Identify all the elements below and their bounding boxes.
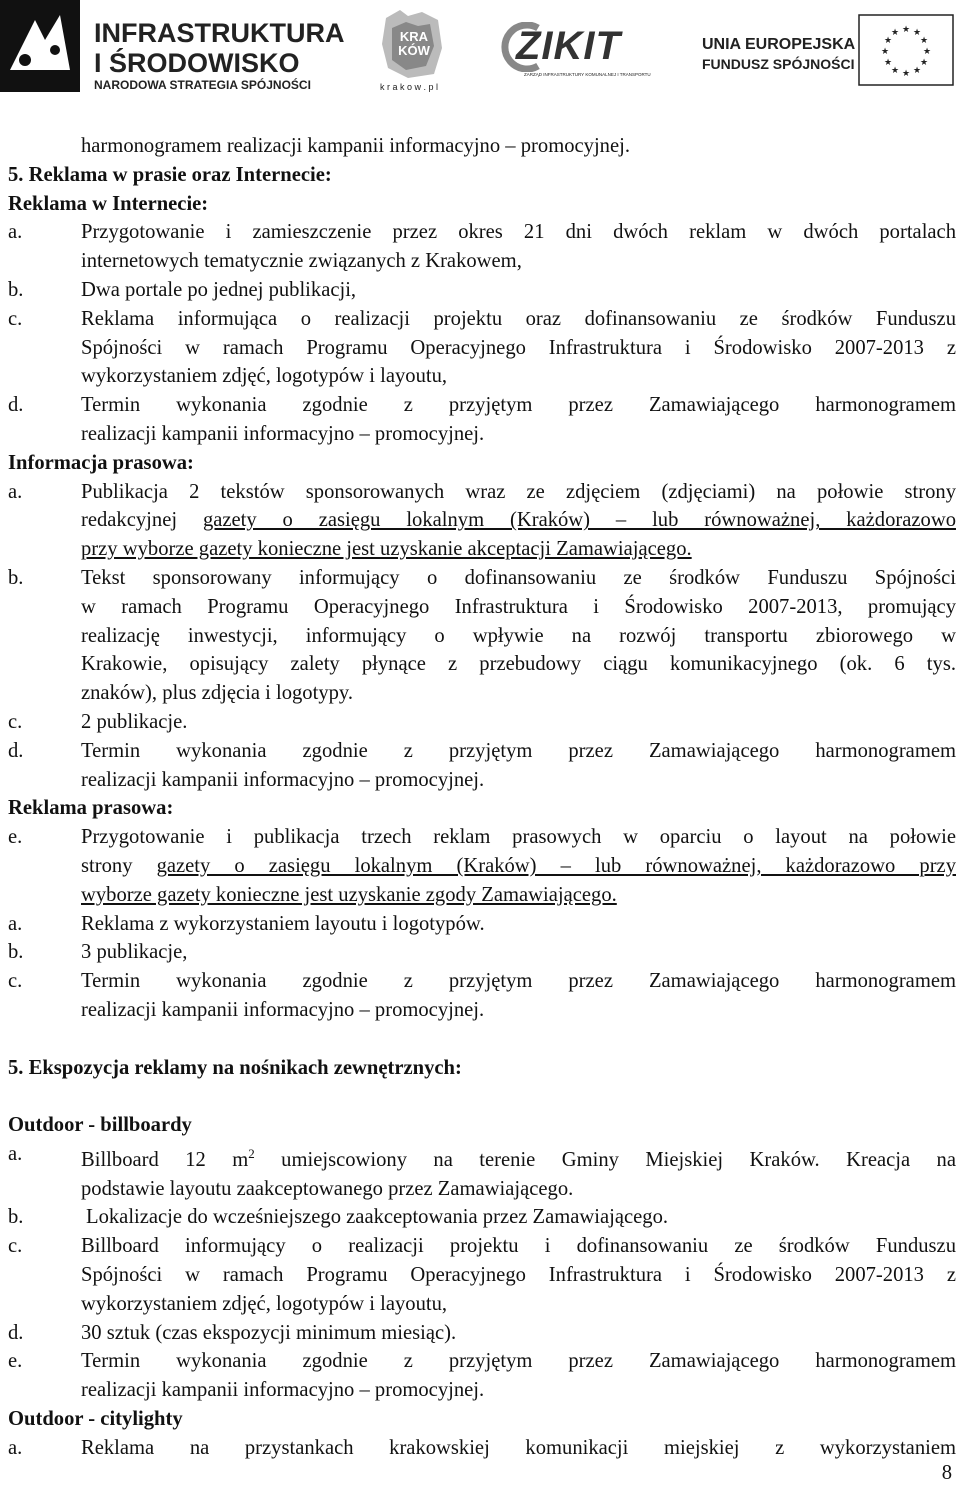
subsection-heading: Outdoor - billboardy <box>8 1114 192 1137</box>
section-heading: 5. Ekspozycja reklamy na nośnikach zewnętrznych: <box>8 1056 462 1079</box>
text-line <box>8 506 956 535</box>
svg-text:★: ★ <box>901 69 911 79</box>
item-text: Reklama na przystankach krakowskiej komunikacji miejskiej z wykorzystaniem <box>81 1436 956 1459</box>
item-text: Termin wykonania zgodnie z przyjętym przez Zamawiającego harmonogramem <box>81 1350 956 1373</box>
ministry-line2: I ŚRODOWISKO <box>94 48 300 78</box>
zikit-text: ZIKIT <box>516 24 621 68</box>
text-line: realizacji kampanii informacyjno – promocyjnej. <box>81 1379 485 1402</box>
list-item <box>8 478 956 507</box>
header-logos <box>0 0 960 102</box>
text-line <box>8 852 956 881</box>
text-line <box>8 535 956 564</box>
item-label: c. <box>8 970 23 993</box>
underlined-text: gazety o zasięgu lokalnym (Kraków) – lub równoważnej, każdorazowo przy <box>156 854 956 877</box>
list-item <box>8 737 956 766</box>
list-item <box>8 218 956 247</box>
text-line: harmonogramem realizacji kampanii informacyjno – promocyjnej. <box>81 135 630 157</box>
item-text: Billboard informujący o realizacji projektu i dofinansowaniu ze środków Funduszu <box>81 1235 956 1258</box>
text-line: Spójności w ramach Programu Operacyjnego Infrastruktura i Środowisko 2007-2013 z <box>81 1263 956 1286</box>
svg-text:★: ★ <box>912 28 922 38</box>
svg-text:★: ★ <box>919 36 929 46</box>
list-item <box>8 1319 956 1348</box>
subsection-heading: Reklama w Internecie: <box>8 192 209 215</box>
item-text: 30 sztuk (czas ekspozycji minimum miesiąc). <box>81 1321 457 1344</box>
text-line: realizacji kampanii informacyjno – promocyjnej. <box>81 422 485 445</box>
eu-line1: UNIA EUROPEJSKA <box>702 36 856 53</box>
list-item <box>8 967 956 996</box>
svg-text:★: ★ <box>883 58 893 68</box>
ministry-line1: INFRASTRUKTURA <box>94 18 345 48</box>
text-span: Billboard 12 m <box>81 1148 249 1171</box>
item-text: Publikacja 2 tekstów sponsorowanych wraz ze zdjęciem (zdjęciami) na połowie strony <box>81 480 956 503</box>
zikit-logo <box>498 0 651 100</box>
list-item <box>8 1140 956 1175</box>
krakow-url: k r a k o w . p l <box>380 82 439 92</box>
item-text: Termin wykonania zgodnie z przyjętym przez Zamawiającego harmonogramem <box>81 739 956 762</box>
spacer <box>8 1025 956 1054</box>
svg-text:★: ★ <box>890 28 900 38</box>
superscript: 2 <box>248 1145 255 1161</box>
item-label: c. <box>8 1235 23 1258</box>
item-label: b. <box>8 566 24 589</box>
text-span: umiejscowiony na terenie Gminy Miejskiej Kraków. Kreacja na <box>281 1148 956 1171</box>
item-text: Przygotowanie i publikacja trzech reklam prasowych w oparciu o layout na połowie <box>81 826 956 849</box>
krakow-logo <box>372 0 456 100</box>
item-label: c. <box>8 710 23 733</box>
item-label: a. <box>8 1436 23 1459</box>
list-item <box>8 564 956 593</box>
item-text: 3 publikacje, <box>81 941 188 964</box>
list-item <box>8 823 956 852</box>
subsection-heading: Reklama prasowa: <box>8 797 174 820</box>
text-line: podstawie layoutu zaakceptowanego przez Zamawiającego. <box>81 1177 574 1200</box>
text-line: wykorzystaniem zdjęć, logotypów i layoutu, <box>81 1292 448 1315</box>
zikit-sub: ZARZĄD INFRASTRUKTURY KOMUNALNEJ I TRANSPORTU <box>524 72 651 77</box>
text-line <box>8 881 956 910</box>
item-label: b. <box>8 941 24 964</box>
list-item <box>8 276 956 305</box>
list-item <box>8 708 956 737</box>
text-line: realizacji kampanii informacyjno – promocyjnej. <box>81 768 485 791</box>
item-text: Termin wykonania zgodnie z przyjętym przez Zamawiającego harmonogramem <box>81 970 956 993</box>
item-text: Tekst sponsorowany informujący o dofinansowaniu ze środków Funduszu Spójności <box>81 566 956 589</box>
text-line: Krakowie, opisujący zalety płynące z przebudowy ciągu komunikacyjnego (ok. 6 tys. <box>81 653 956 676</box>
list-item <box>8 1203 956 1232</box>
text-span: strony <box>81 854 133 877</box>
item-text <box>81 1140 956 1175</box>
item-label: a. <box>8 912 23 935</box>
item-label: b. <box>8 1206 24 1229</box>
underlined-text: wyborze gazety konieczne jest uzyskanie zgody Zamawiającego. <box>81 883 617 906</box>
text-line: znaków), plus zdjęcia i logotypy. <box>81 682 354 705</box>
svg-text:★: ★ <box>883 36 893 46</box>
list-item <box>8 910 956 939</box>
svg-text:★: ★ <box>912 66 922 76</box>
text-line: wykorzystaniem zdjęć, logotypów i layoutu, <box>81 365 448 388</box>
item-label: d. <box>8 394 24 417</box>
svg-text:★: ★ <box>880 47 890 57</box>
document-body <box>8 132 956 1463</box>
item-label: a. <box>8 1142 23 1165</box>
item-text: Lokalizacje do wcześniejszego zaakceptowania przez Zamawiającego. <box>86 1206 669 1229</box>
svg-text:★: ★ <box>922 47 932 57</box>
page-number: 8 <box>941 1462 952 1484</box>
text-line: realizację inwestycji, informujący o wpływie na rozwój transportu zbiorowego w <box>81 624 956 647</box>
item-label: c. <box>8 307 23 330</box>
svg-text:★: ★ <box>901 25 911 35</box>
list-item <box>8 938 956 967</box>
ministry-logo <box>0 0 345 100</box>
item-text: 2 publikacje. <box>81 710 188 733</box>
item-text: Przygotowanie i zamieszczenie przez okres 21 dni dwóch reklam w dwóch portalach <box>81 221 956 244</box>
svg-text:★: ★ <box>919 58 929 68</box>
krakow-logo-text: KRA KÓW <box>398 29 430 58</box>
ministry-emblem-icon <box>0 0 80 100</box>
eu-line2: FUNDUSZ SPÓJNOŚCI <box>702 56 855 72</box>
text-line: internetowych tematycznie związanych z Krakowem, <box>81 250 522 273</box>
ministry-line3: NARODOWA STRATEGIA SPÓJNOŚCI <box>94 78 311 92</box>
item-label: b. <box>8 278 24 301</box>
list-item <box>8 391 956 420</box>
item-label: a. <box>8 480 23 503</box>
svg-text:★: ★ <box>890 66 900 76</box>
underlined-text: przy wyborze gazety konieczne jest uzyskanie akceptacji Zamawiającego. <box>81 538 692 561</box>
section-heading: 5. Reklama w prasie oraz Internecie: <box>8 163 332 186</box>
text-line: realizacji kampanii informacyjno – promocyjnej. <box>81 998 485 1021</box>
item-text: Dwa portale po jednej publikacji, <box>81 278 357 301</box>
item-text: Reklama informująca o realizacji projektu oraz dofinansowaniu ze środków Funduszu <box>81 307 956 330</box>
text-line: w ramach Programu Operacyjnego Infrastruktura i Środowisko 2007-2013, promujący <box>81 595 956 618</box>
eu-flag-icon <box>858 14 954 86</box>
underlined-text: gazety o zasięgu lokalnym (Kraków) – lub równoważnej, każdorazowo <box>202 509 956 532</box>
text-line: Spójności w ramach Programu Operacyjnego Infrastruktura i Środowisko 2007-2013 z <box>81 336 956 359</box>
list-item <box>8 1347 956 1376</box>
list-item <box>8 1434 956 1463</box>
subsection-heading: Outdoor - citylighty <box>8 1407 183 1430</box>
item-label: d. <box>8 1321 24 1344</box>
spacer <box>8 1082 956 1111</box>
item-label: e. <box>8 826 23 849</box>
item-label: e. <box>8 1350 23 1373</box>
item-text: Reklama z wykorzystaniem layoutu i logotypów. <box>81 912 485 935</box>
eu-logo <box>700 0 958 100</box>
item-label: d. <box>8 739 24 762</box>
subsection-heading: Informacja prasowa: <box>8 451 194 474</box>
item-text: Termin wykonania zgodnie z przyjętym przez Zamawiającego harmonogramem <box>81 394 956 417</box>
text-span: redakcyjnej <box>81 509 178 532</box>
list-item <box>8 305 956 334</box>
list-item <box>8 1232 956 1261</box>
item-label: a. <box>8 221 23 244</box>
